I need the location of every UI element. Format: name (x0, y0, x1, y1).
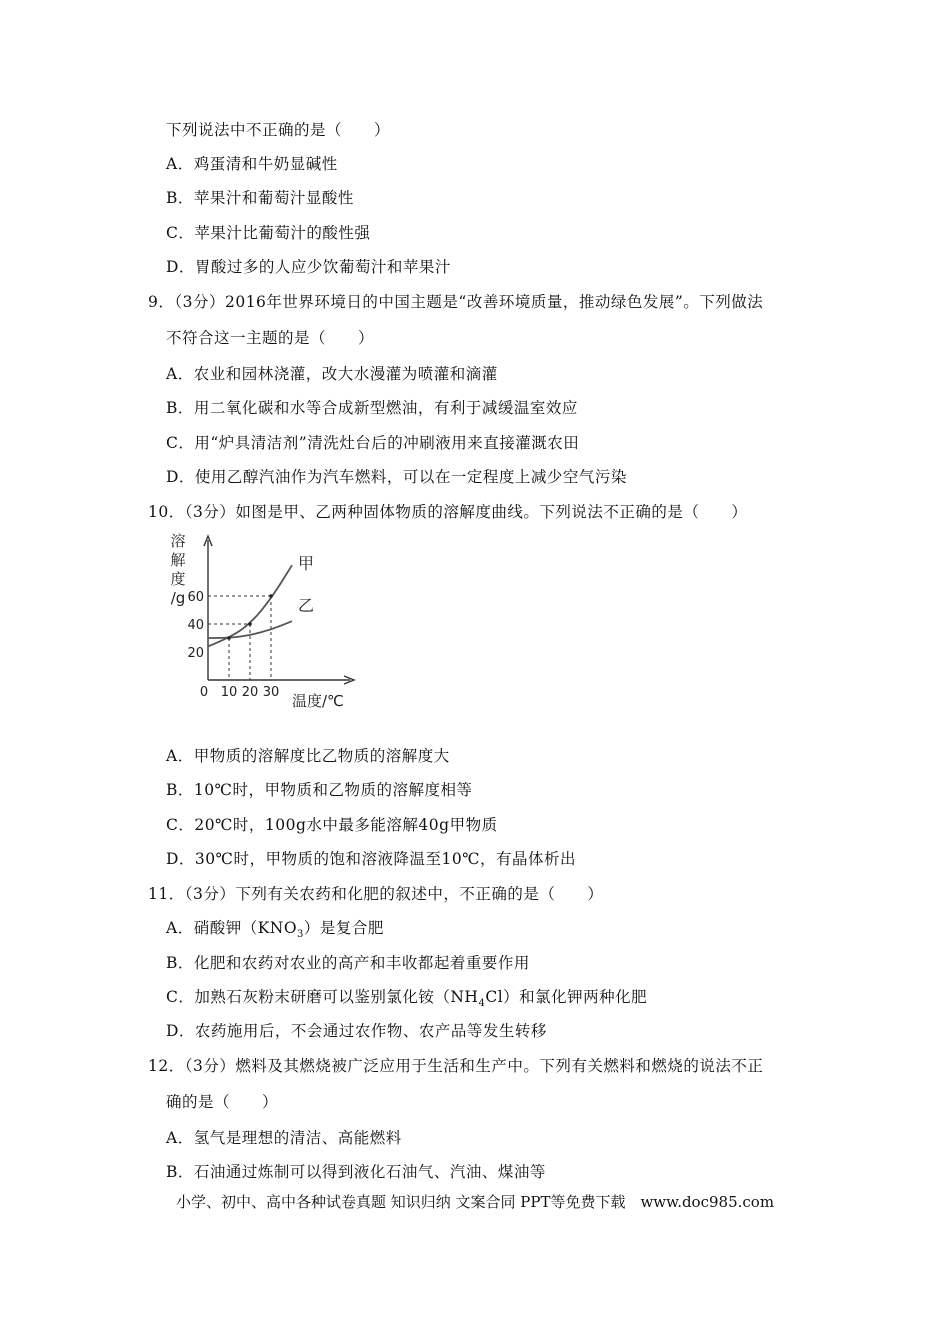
x-tick-label-0: 0 (199, 685, 209, 700)
q11-option-a: A．硝酸钾$(KNO_3)$是复合肥 (166, 919, 384, 941)
y-axis-label-part-1: 解 (170, 551, 186, 569)
q12-stem-line2: 确的是（ ） (166, 1093, 279, 1111)
y-axis-label-part-3: /g (170, 589, 186, 607)
q12-stem-line1: 12．（3分）燃料及其燃烧被广泛应用于生活和生产中。下列有关燃料和燃烧的说法不正 (148, 1057, 764, 1075)
page-footer: 小学、初中、高中各种试卷真题 知识归纳 文案合同 PPT等免费下载 www.doc985.com (175, 1193, 775, 1211)
q9-option-c: C．用“炉具清洁剂”清洗灶台后的冲刷液用来直接灌溉农田 (166, 434, 580, 452)
guide-point-1 (248, 622, 252, 626)
q10-option-c: C．20℃时，100g水中最多能溶解40g甲物质 (166, 816, 498, 834)
x-axis-label: 温度/℃ (292, 692, 344, 710)
q11-stem: 11．（3分）下列有关农药和化肥的叙述中，不正确的是（ ） (148, 885, 604, 903)
q9-option-a: A．农业和园林浇灌，改大水漫灌为喷灌和滴灌 (166, 365, 498, 383)
y-tick-label-20: 20 (187, 646, 204, 661)
x-tick-label-10: 10 (220, 685, 238, 700)
q11-option-b: B．化肥和农药对农业的高产和丰收都起着重要作用 (166, 954, 530, 972)
y-axis-label-part-0: 溶 (170, 532, 186, 550)
q8-stem: 下列说法中不正确的是（ ） (166, 121, 391, 139)
q9-stem-line2: 不符合这一主题的是（ ） (166, 329, 375, 347)
guide-point-0 (227, 636, 231, 640)
q10-option-d: D．30℃时，甲物质的饱和溶液降温至10℃，有晶体析出 (166, 850, 577, 868)
q9-stem-line1: 9．（3分）2016年世界环境日的中国主题是“改善环境质量，推动绿色发展”。下列做法 (148, 293, 764, 311)
y-tick-label-60: 60 (187, 590, 204, 605)
q8-option-b: B．苹果汁和葡萄汁显酸性 (166, 189, 354, 207)
series-label-甲: 甲 (298, 554, 315, 574)
q12-option-a: A．氢气是理想的清洁、高能燃料 (166, 1129, 402, 1147)
solubility-chart (160, 528, 360, 718)
y-tick-label-40: 40 (187, 618, 204, 633)
x-tick-label-30: 30 (262, 685, 280, 700)
q11-option-d: D．农药施用后，不会通过农作物、农产品等发生转移 (166, 1022, 547, 1040)
chart-axes (204, 536, 354, 684)
q10-option-a: A．甲物质的溶解度比乙物质的溶解度大 (166, 747, 450, 765)
q10-stem: 10．（3分）如图是甲、乙两种固体物质的溶解度曲线。下列说法不正确的是（ ） (148, 503, 748, 521)
q8-option-d: D．胃酸过多的人应少饮葡萄汁和苹果汁 (166, 258, 451, 276)
q8-option-a: A．鸡蛋清和牛奶显碱性 (166, 155, 338, 173)
series-label-乙: 乙 (298, 596, 315, 616)
q12-option-b: B．石油通过炼制可以得到液化石油气、汽油、煤油等 (166, 1163, 546, 1181)
q9-option-b: B．用二氧化碳和水等合成新型燃油，有利于减缓温室效应 (166, 399, 578, 417)
q10-option-b: B．10℃时，甲物质和乙物质的溶解度相等 (166, 781, 473, 799)
q11-option-c: C．加熟石灰粉末研磨可以鉴别氯化铵$(NH_4Cl)$和氯化钾两种化肥 (166, 988, 648, 1010)
q8-option-c: C．苹果汁比葡萄汁的酸性强 (166, 224, 371, 242)
guide-point-2 (269, 594, 273, 598)
x-tick-label-20: 20 (241, 685, 259, 700)
q9-option-d: D．使用乙醇汽油作为汽车燃料，可以在一定程度上减少空气污染 (166, 468, 627, 486)
y-axis-label-part-2: 度 (170, 570, 186, 588)
